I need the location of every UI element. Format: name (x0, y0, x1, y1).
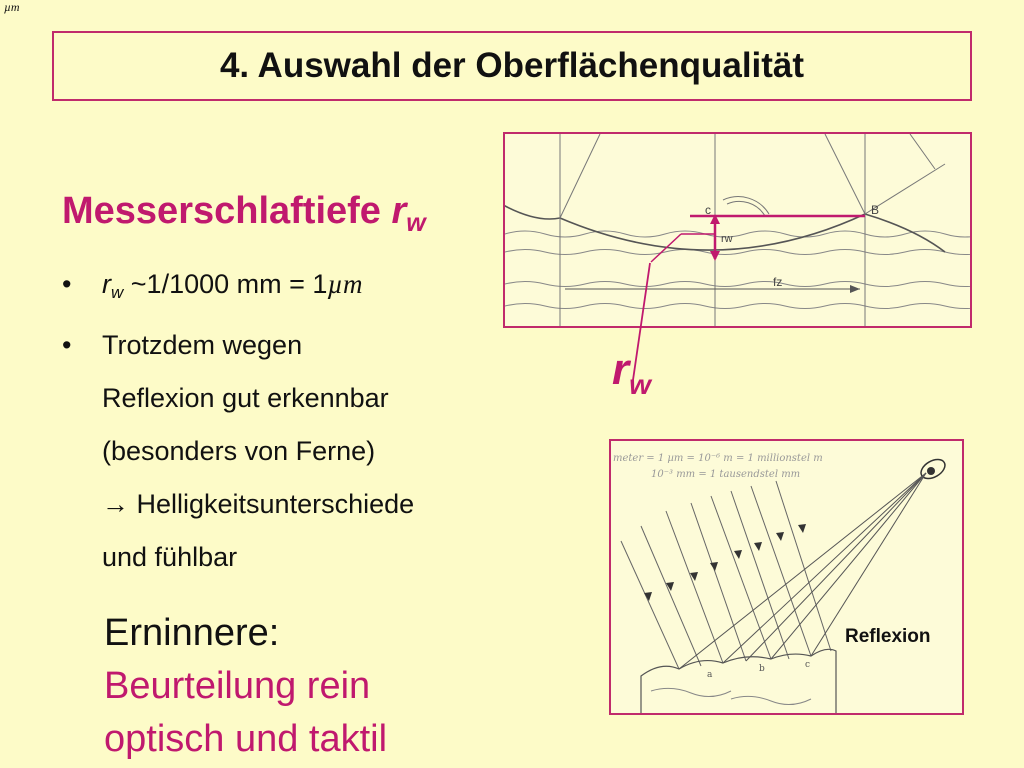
label-b: B (871, 203, 880, 217)
note-line-1: meter = 1 µm = 10⁻⁶ m = 1 millionstel m (613, 453, 823, 464)
bullet-text: ~1/1000 mm = 1 (123, 269, 328, 299)
page-title: 4. Auswahl der Oberflächenqualität (219, 46, 805, 85)
heading-text: Messerschlaftiefe (62, 190, 392, 232)
cutter-mark-drawing (505, 134, 972, 328)
section-heading (62, 190, 426, 238)
reminder-line: optisch und taktil (104, 718, 388, 760)
note-line-2: 10⁻³ mm = 1 tausendstel mm (651, 469, 801, 480)
reminder-line: Beurteilung rein (104, 665, 371, 707)
rw-callout-symbol: r (612, 345, 630, 394)
bullet-line: (besonders von Ferne) (102, 436, 376, 466)
cutter-mark-figure (503, 132, 972, 328)
surface-label: a (707, 670, 713, 680)
bullet-line: → Helligkeitsunterschiede (102, 489, 415, 519)
bullet-continuation (62, 425, 512, 478)
bullet-line: Trotzdem wegen (102, 330, 303, 360)
unit-symbol: µm (4, 0, 20, 14)
surface-label: b (759, 664, 765, 674)
rw-symbol: r (102, 269, 111, 299)
bullet-line: und fühlbar (102, 542, 238, 572)
title-box (52, 31, 972, 101)
heading-subscript: w (406, 209, 426, 237)
reflection-caption: Reflexion (845, 626, 931, 647)
heading-symbol: r (391, 190, 407, 232)
bullet-continuation (62, 372, 512, 425)
bullet-item (62, 258, 512, 319)
bullet-line: Reflexion gut erkennbar (102, 383, 389, 413)
reflection-drawing (611, 441, 964, 715)
bullet-list (62, 258, 512, 584)
unit-text: µm (327, 269, 363, 299)
bullet-continuation (62, 531, 512, 584)
label-rw: rw (721, 233, 733, 245)
rw-callout-subscript: w (629, 369, 651, 400)
reminder-label: Erninnere: (104, 612, 280, 654)
label-c: c (705, 203, 711, 217)
surface-label: c (805, 660, 811, 670)
bullet-item (62, 319, 512, 372)
reflection-figure (609, 439, 964, 715)
bullet-continuation (62, 478, 512, 531)
rw-callout (612, 345, 651, 401)
rw-subscript: w (111, 283, 124, 302)
label-fz: fz (773, 275, 783, 289)
reminder-block (104, 607, 387, 766)
